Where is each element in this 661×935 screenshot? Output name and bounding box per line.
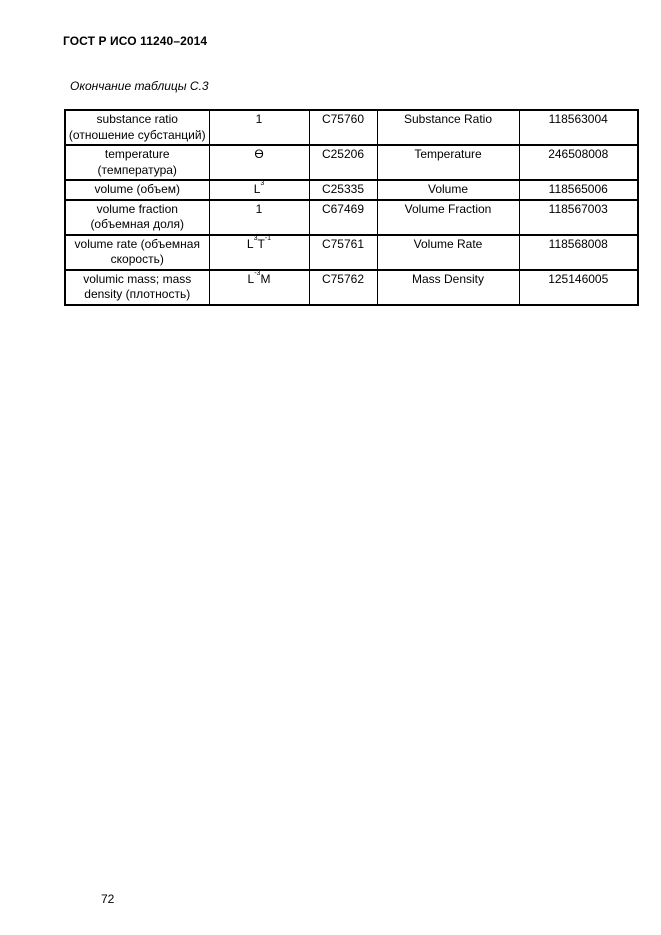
dimension-symbol: Ө	[254, 147, 264, 161]
dimension-exponent: -1	[264, 234, 272, 242]
code-cell: C25206	[309, 145, 377, 180]
dimension-cell	[209, 110, 309, 145]
quantity-name-cell: substance ratio (отношение субстанций)	[65, 110, 209, 145]
preferred-name-cell: Volume Fraction	[377, 200, 519, 235]
dimension-cell	[209, 180, 309, 200]
table-row	[65, 235, 638, 270]
code-cell: C75762	[309, 270, 377, 305]
table-body	[65, 110, 638, 305]
code-cell: C75761	[309, 235, 377, 270]
identifier-cell: 118565006	[519, 180, 638, 200]
page-number: 72	[101, 892, 115, 906]
dimension-symbol: T	[257, 236, 265, 251]
preferred-name-cell: Temperature	[377, 145, 519, 180]
preferred-name-cell: Volume	[377, 180, 519, 200]
table-row	[65, 270, 638, 305]
dimension-cell	[209, 145, 309, 180]
code-cell: C75760	[309, 110, 377, 145]
code-cell: C67469	[309, 200, 377, 235]
identifier-cell: 118568008	[519, 235, 638, 270]
preferred-name-cell: Substance Ratio	[377, 110, 519, 145]
preferred-name-cell: Mass Density	[377, 270, 519, 305]
code-cell: C25335	[309, 180, 377, 200]
dimension-symbol: 1	[255, 112, 263, 126]
identifier-cell: 118563004	[519, 110, 638, 145]
quantity-name-cell: temperature (температура)	[65, 145, 209, 180]
dimension-symbol: 1	[255, 201, 263, 216]
dimension-symbol: L	[246, 236, 254, 251]
preferred-name-cell: Volume Rate	[377, 235, 519, 270]
dimension-exponent: 3	[253, 234, 258, 242]
table-row	[65, 145, 638, 180]
dimension-exponent: -3	[254, 269, 261, 277]
document-header: ГОСТ Р ИСО 11240–2014	[63, 34, 208, 48]
dimension-cell	[209, 200, 309, 235]
quantity-name-cell: volume rate (объемная скорость)	[65, 235, 209, 270]
table-row	[65, 200, 638, 235]
dimension-symbol: L	[253, 182, 261, 196]
identifier-cell: 125146005	[519, 270, 638, 305]
dimension-symbol: L	[247, 271, 255, 286]
dimension-symbol: M	[260, 271, 271, 286]
quantity-name-cell: volumic mass; mass density (плотность)	[65, 270, 209, 305]
identifier-cell: 246508008	[519, 145, 638, 180]
quantity-name-cell: volume (объем)	[65, 180, 209, 200]
table-row	[65, 180, 638, 200]
dimension-cell	[209, 235, 309, 270]
identifier-cell: 118567003	[519, 200, 638, 235]
dimension-exponent: 3	[260, 180, 265, 187]
dimension-cell	[209, 270, 309, 305]
table-caption: Окончание таблицы С.3	[70, 79, 209, 93]
quantity-table	[64, 109, 639, 306]
quantity-name-cell: volume fraction (объемная доля)	[65, 200, 209, 235]
table-row	[65, 110, 638, 145]
